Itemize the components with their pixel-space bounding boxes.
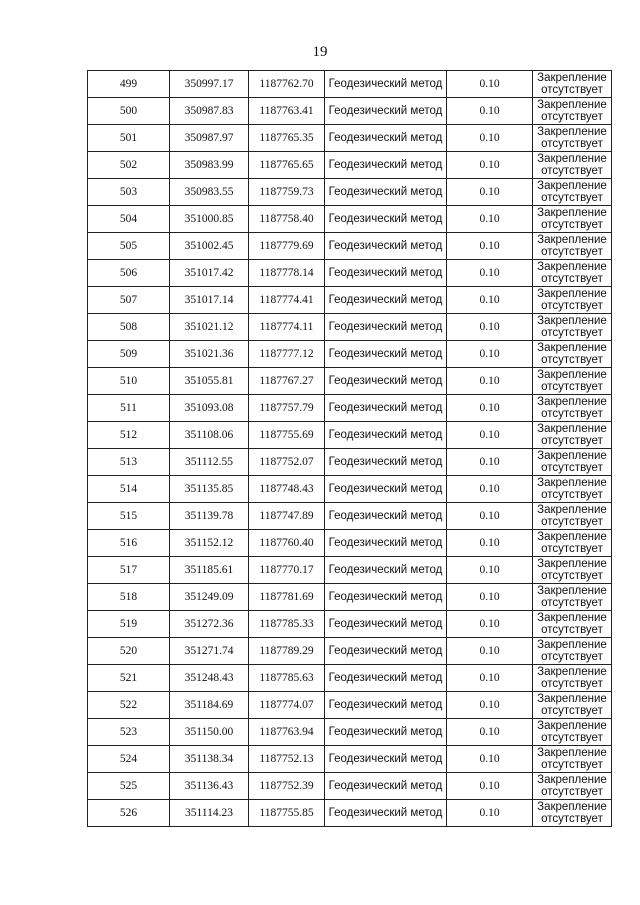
- point-number-cell: 524: [88, 746, 170, 773]
- accuracy-cell: 0.10: [447, 179, 533, 206]
- fixation-text: Закрепление: [537, 774, 607, 786]
- fixation-text: Закрепление: [537, 747, 607, 759]
- method-cell: Геодезический метод: [325, 557, 447, 584]
- method-cell: Геодезический метод: [325, 638, 447, 665]
- accuracy-cell: 0.10: [447, 773, 533, 800]
- point-number-cell: 502: [88, 152, 170, 179]
- fixation-cell: [533, 773, 612, 800]
- point-number-cell: 512: [88, 422, 170, 449]
- point-number-cell: 507: [88, 287, 170, 314]
- fixation-cell: [533, 476, 612, 503]
- fixation-cell: [533, 638, 612, 665]
- x-coordinate-cell: 351271.74: [170, 638, 249, 665]
- fixation-text: Закрепление: [537, 693, 607, 705]
- y-coordinate-cell: 1187752.07: [249, 449, 325, 476]
- y-coordinate-cell: 1187757.79: [249, 395, 325, 422]
- y-coordinate-cell: 1187752.13: [249, 746, 325, 773]
- table-row: [88, 71, 612, 98]
- fixation-cell: [533, 746, 612, 773]
- method-cell: Геодезический метод: [325, 422, 447, 449]
- y-coordinate-cell: 1187748.43: [249, 476, 325, 503]
- fixation-cell: [533, 98, 612, 125]
- fixation-text: Закрепление: [537, 612, 607, 624]
- method-cell: Геодезический метод: [325, 503, 447, 530]
- fixation-text: отсутствует: [541, 570, 603, 582]
- fixation-cell: [533, 692, 612, 719]
- accuracy-cell: 0.10: [447, 152, 533, 179]
- point-number-cell: 506: [88, 260, 170, 287]
- accuracy-cell: 0.10: [447, 395, 533, 422]
- fixation-text: Закрепление: [537, 180, 607, 192]
- x-coordinate-cell: 351017.14: [170, 287, 249, 314]
- point-number-cell: 516: [88, 530, 170, 557]
- fixation-cell: [533, 503, 612, 530]
- accuracy-cell: 0.10: [447, 746, 533, 773]
- fixation-text: Закрепление: [537, 288, 607, 300]
- fixation-cell: [533, 665, 612, 692]
- fixation-text: отсутствует: [541, 759, 603, 771]
- table-row: [88, 476, 612, 503]
- fixation-text: Закрепление: [537, 450, 607, 462]
- table-row: [88, 719, 612, 746]
- y-coordinate-cell: 1187779.69: [249, 233, 325, 260]
- table-row: [88, 368, 612, 395]
- accuracy-cell: 0.10: [447, 530, 533, 557]
- accuracy-cell: 0.10: [447, 98, 533, 125]
- method-cell: Геодезический метод: [325, 773, 447, 800]
- method-cell: Геодезический метод: [325, 449, 447, 476]
- fixation-cell: [533, 719, 612, 746]
- table-row: [88, 746, 612, 773]
- method-cell: Геодезический метод: [325, 341, 447, 368]
- fixation-cell: [533, 449, 612, 476]
- x-coordinate-cell: 351138.34: [170, 746, 249, 773]
- x-coordinate-cell: 351139.78: [170, 503, 249, 530]
- method-cell: Геодезический метод: [325, 611, 447, 638]
- table-row: [88, 125, 612, 152]
- method-cell: Геодезический метод: [325, 98, 447, 125]
- method-cell: Геодезический метод: [325, 287, 447, 314]
- y-coordinate-cell: 1187785.63: [249, 665, 325, 692]
- accuracy-cell: 0.10: [447, 233, 533, 260]
- point-number-cell: 520: [88, 638, 170, 665]
- fixation-text: Закрепление: [537, 531, 607, 543]
- y-coordinate-cell: 1187763.94: [249, 719, 325, 746]
- point-number-cell: 508: [88, 314, 170, 341]
- method-cell: Геодезический метод: [325, 530, 447, 557]
- point-number-cell: 513: [88, 449, 170, 476]
- x-coordinate-cell: 351249.09: [170, 584, 249, 611]
- fixation-text: Закрепление: [537, 585, 607, 597]
- fixation-text: отсутствует: [541, 381, 603, 393]
- y-coordinate-cell: 1187785.33: [249, 611, 325, 638]
- fixation-text: отсутствует: [541, 219, 603, 231]
- table-row: [88, 611, 612, 638]
- fixation-text: отсутствует: [541, 516, 603, 528]
- table-row: [88, 665, 612, 692]
- y-coordinate-cell: 1187759.73: [249, 179, 325, 206]
- accuracy-cell: 0.10: [447, 611, 533, 638]
- x-coordinate-cell: 351152.12: [170, 530, 249, 557]
- y-coordinate-cell: 1187755.85: [249, 800, 325, 827]
- method-cell: Геодезический метод: [325, 152, 447, 179]
- fixation-cell: [533, 611, 612, 638]
- accuracy-cell: 0.10: [447, 341, 533, 368]
- table-row: [88, 503, 612, 530]
- fixation-text: Закрепление: [537, 423, 607, 435]
- table-row: [88, 341, 612, 368]
- table-row: [88, 395, 612, 422]
- table-row: [88, 773, 612, 800]
- y-coordinate-cell: 1187774.07: [249, 692, 325, 719]
- fixation-text: отсутствует: [541, 462, 603, 474]
- y-coordinate-cell: 1187763.41: [249, 98, 325, 125]
- x-coordinate-cell: 350983.55: [170, 179, 249, 206]
- point-number-cell: 526: [88, 800, 170, 827]
- method-cell: Геодезический метод: [325, 746, 447, 773]
- fixation-cell: [533, 260, 612, 287]
- fixation-text: Закрепление: [537, 207, 607, 219]
- fixation-text: Закрепление: [537, 666, 607, 678]
- fixation-cell: [533, 368, 612, 395]
- x-coordinate-cell: 351248.43: [170, 665, 249, 692]
- fixation-cell: [533, 557, 612, 584]
- fixation-text: Закрепление: [537, 342, 607, 354]
- method-cell: Геодезический метод: [325, 71, 447, 98]
- x-coordinate-cell: 351272.36: [170, 611, 249, 638]
- table-row: [88, 530, 612, 557]
- y-coordinate-cell: 1187765.65: [249, 152, 325, 179]
- fixation-text: Закрепление: [537, 72, 607, 84]
- accuracy-cell: 0.10: [447, 503, 533, 530]
- x-coordinate-cell: 350997.17: [170, 71, 249, 98]
- fixation-text: отсутствует: [541, 624, 603, 636]
- method-cell: Геодезический метод: [325, 260, 447, 287]
- y-coordinate-cell: 1187747.89: [249, 503, 325, 530]
- fixation-cell: [533, 395, 612, 422]
- fixation-text: отсутствует: [541, 273, 603, 285]
- point-number-cell: 500: [88, 98, 170, 125]
- point-number-cell: 499: [88, 71, 170, 98]
- method-cell: Геодезический метод: [325, 665, 447, 692]
- accuracy-cell: 0.10: [447, 584, 533, 611]
- table-row: [88, 638, 612, 665]
- fixation-cell: [533, 125, 612, 152]
- table-row: [88, 260, 612, 287]
- x-coordinate-cell: 351108.06: [170, 422, 249, 449]
- point-number-cell: 517: [88, 557, 170, 584]
- fixation-text: Закрепление: [537, 99, 607, 111]
- table-row: [88, 449, 612, 476]
- method-cell: Геодезический метод: [325, 125, 447, 152]
- x-coordinate-cell: 351135.85: [170, 476, 249, 503]
- accuracy-cell: 0.10: [447, 638, 533, 665]
- coordinates-table: [87, 70, 612, 827]
- fixation-cell: [533, 422, 612, 449]
- y-coordinate-cell: 1187758.40: [249, 206, 325, 233]
- table-row: [88, 233, 612, 260]
- x-coordinate-cell: 351021.36: [170, 341, 249, 368]
- y-coordinate-cell: 1187767.27: [249, 368, 325, 395]
- accuracy-cell: 0.10: [447, 665, 533, 692]
- accuracy-cell: 0.10: [447, 476, 533, 503]
- fixation-text: Закрепление: [537, 720, 607, 732]
- method-cell: Геодезический метод: [325, 692, 447, 719]
- y-coordinate-cell: 1187778.14: [249, 260, 325, 287]
- fixation-text: отсутствует: [541, 408, 603, 420]
- x-coordinate-cell: 351150.00: [170, 719, 249, 746]
- method-cell: Геодезический метод: [325, 314, 447, 341]
- y-coordinate-cell: 1187760.40: [249, 530, 325, 557]
- accuracy-cell: 0.10: [447, 422, 533, 449]
- fixation-cell: [533, 152, 612, 179]
- fixation-text: отсутствует: [541, 111, 603, 123]
- fixation-text: Закрепление: [537, 396, 607, 408]
- fixation-cell: [533, 71, 612, 98]
- fixation-cell: [533, 233, 612, 260]
- method-cell: Геодезический метод: [325, 395, 447, 422]
- point-number-cell: 504: [88, 206, 170, 233]
- fixation-text: отсутствует: [541, 786, 603, 798]
- fixation-text: отсутствует: [541, 543, 603, 555]
- accuracy-cell: 0.10: [447, 260, 533, 287]
- fixation-text: Закрепление: [537, 234, 607, 246]
- point-number-cell: 514: [88, 476, 170, 503]
- fixation-text: Закрепление: [537, 504, 607, 516]
- y-coordinate-cell: 1187770.17: [249, 557, 325, 584]
- point-number-cell: 509: [88, 341, 170, 368]
- y-coordinate-cell: 1187781.69: [249, 584, 325, 611]
- fixation-cell: [533, 287, 612, 314]
- x-coordinate-cell: 351114.23: [170, 800, 249, 827]
- fixation-cell: [533, 584, 612, 611]
- fixation-text: Закрепление: [537, 369, 607, 381]
- page-number: 19: [312, 44, 328, 60]
- fixation-text: отсутствует: [541, 651, 603, 663]
- accuracy-cell: 0.10: [447, 449, 533, 476]
- x-coordinate-cell: 351112.55: [170, 449, 249, 476]
- fixation-cell: [533, 341, 612, 368]
- y-coordinate-cell: 1187774.41: [249, 287, 325, 314]
- x-coordinate-cell: 351017.42: [170, 260, 249, 287]
- point-number-cell: 515: [88, 503, 170, 530]
- coordinates-table-body: [88, 71, 612, 827]
- fixation-text: Закрепление: [537, 801, 607, 813]
- method-cell: Геодезический метод: [325, 584, 447, 611]
- accuracy-cell: 0.10: [447, 557, 533, 584]
- fixation-text: отсутствует: [541, 678, 603, 690]
- method-cell: Геодезический метод: [325, 179, 447, 206]
- method-cell: Геодезический метод: [325, 206, 447, 233]
- y-coordinate-cell: 1187789.29: [249, 638, 325, 665]
- table-row: [88, 179, 612, 206]
- x-coordinate-cell: 350983.99: [170, 152, 249, 179]
- fixation-text: отсутствует: [541, 354, 603, 366]
- fixation-text: отсутствует: [541, 165, 603, 177]
- table-row: [88, 152, 612, 179]
- y-coordinate-cell: 1187774.11: [249, 314, 325, 341]
- fixation-text: Закрепление: [537, 639, 607, 651]
- fixation-cell: [533, 530, 612, 557]
- point-number-cell: 519: [88, 611, 170, 638]
- point-number-cell: 505: [88, 233, 170, 260]
- fixation-text: отсутствует: [541, 435, 603, 447]
- table-row: [88, 422, 612, 449]
- fixation-text: отсутствует: [541, 327, 603, 339]
- table-row: [88, 692, 612, 719]
- accuracy-cell: 0.10: [447, 368, 533, 395]
- table-row: [88, 800, 612, 827]
- accuracy-cell: 0.10: [447, 314, 533, 341]
- y-coordinate-cell: 1187762.70: [249, 71, 325, 98]
- fixation-text: отсутствует: [541, 192, 603, 204]
- point-number-cell: 503: [88, 179, 170, 206]
- table-row: [88, 98, 612, 125]
- accuracy-cell: 0.10: [447, 206, 533, 233]
- fixation-text: отсутствует: [541, 597, 603, 609]
- fixation-text: Закрепление: [537, 126, 607, 138]
- y-coordinate-cell: 1187777.12: [249, 341, 325, 368]
- x-coordinate-cell: 351136.43: [170, 773, 249, 800]
- fixation-text: отсутствует: [541, 246, 603, 258]
- y-coordinate-cell: 1187752.39: [249, 773, 325, 800]
- table-row: [88, 287, 612, 314]
- fixation-cell: [533, 314, 612, 341]
- point-number-cell: 518: [88, 584, 170, 611]
- x-coordinate-cell: 351184.69: [170, 692, 249, 719]
- method-cell: Геодезический метод: [325, 800, 447, 827]
- accuracy-cell: 0.10: [447, 800, 533, 827]
- x-coordinate-cell: 351185.61: [170, 557, 249, 584]
- x-coordinate-cell: 351093.08: [170, 395, 249, 422]
- fixation-text: отсутствует: [541, 300, 603, 312]
- point-number-cell: 510: [88, 368, 170, 395]
- fixation-text: Закрепление: [537, 153, 607, 165]
- fixation-text: отсутствует: [541, 732, 603, 744]
- y-coordinate-cell: 1187765.35: [249, 125, 325, 152]
- fixation-text: отсутствует: [541, 138, 603, 150]
- x-coordinate-cell: 350987.97: [170, 125, 249, 152]
- fixation-text: Закрепление: [537, 558, 607, 570]
- accuracy-cell: 0.10: [447, 287, 533, 314]
- point-number-cell: 521: [88, 665, 170, 692]
- fixation-cell: [533, 206, 612, 233]
- method-cell: Геодезический метод: [325, 368, 447, 395]
- fixation-text: отсутствует: [541, 813, 603, 825]
- table-row: [88, 314, 612, 341]
- fixation-text: Закрепление: [537, 315, 607, 327]
- accuracy-cell: 0.10: [447, 71, 533, 98]
- accuracy-cell: 0.10: [447, 719, 533, 746]
- y-coordinate-cell: 1187755.69: [249, 422, 325, 449]
- method-cell: Геодезический метод: [325, 476, 447, 503]
- x-coordinate-cell: 351021.12: [170, 314, 249, 341]
- point-number-cell: 523: [88, 719, 170, 746]
- accuracy-cell: 0.10: [447, 125, 533, 152]
- point-number-cell: 525: [88, 773, 170, 800]
- point-number-cell: 511: [88, 395, 170, 422]
- fixation-cell: [533, 179, 612, 206]
- method-cell: Геодезический метод: [325, 719, 447, 746]
- fixation-text: отсутствует: [541, 84, 603, 96]
- point-number-cell: 522: [88, 692, 170, 719]
- fixation-text: отсутствует: [541, 489, 603, 501]
- accuracy-cell: 0.10: [447, 692, 533, 719]
- method-cell: Геодезический метод: [325, 233, 447, 260]
- x-coordinate-cell: 351002.45: [170, 233, 249, 260]
- x-coordinate-cell: 351000.85: [170, 206, 249, 233]
- fixation-text: Закрепление: [537, 261, 607, 273]
- table-row: [88, 584, 612, 611]
- table-row: [88, 557, 612, 584]
- fixation-text: Закрепление: [537, 477, 607, 489]
- fixation-cell: [533, 800, 612, 827]
- x-coordinate-cell: 351055.81: [170, 368, 249, 395]
- fixation-text: отсутствует: [541, 705, 603, 717]
- table-row: [88, 206, 612, 233]
- x-coordinate-cell: 350987.83: [170, 98, 249, 125]
- point-number-cell: 501: [88, 125, 170, 152]
